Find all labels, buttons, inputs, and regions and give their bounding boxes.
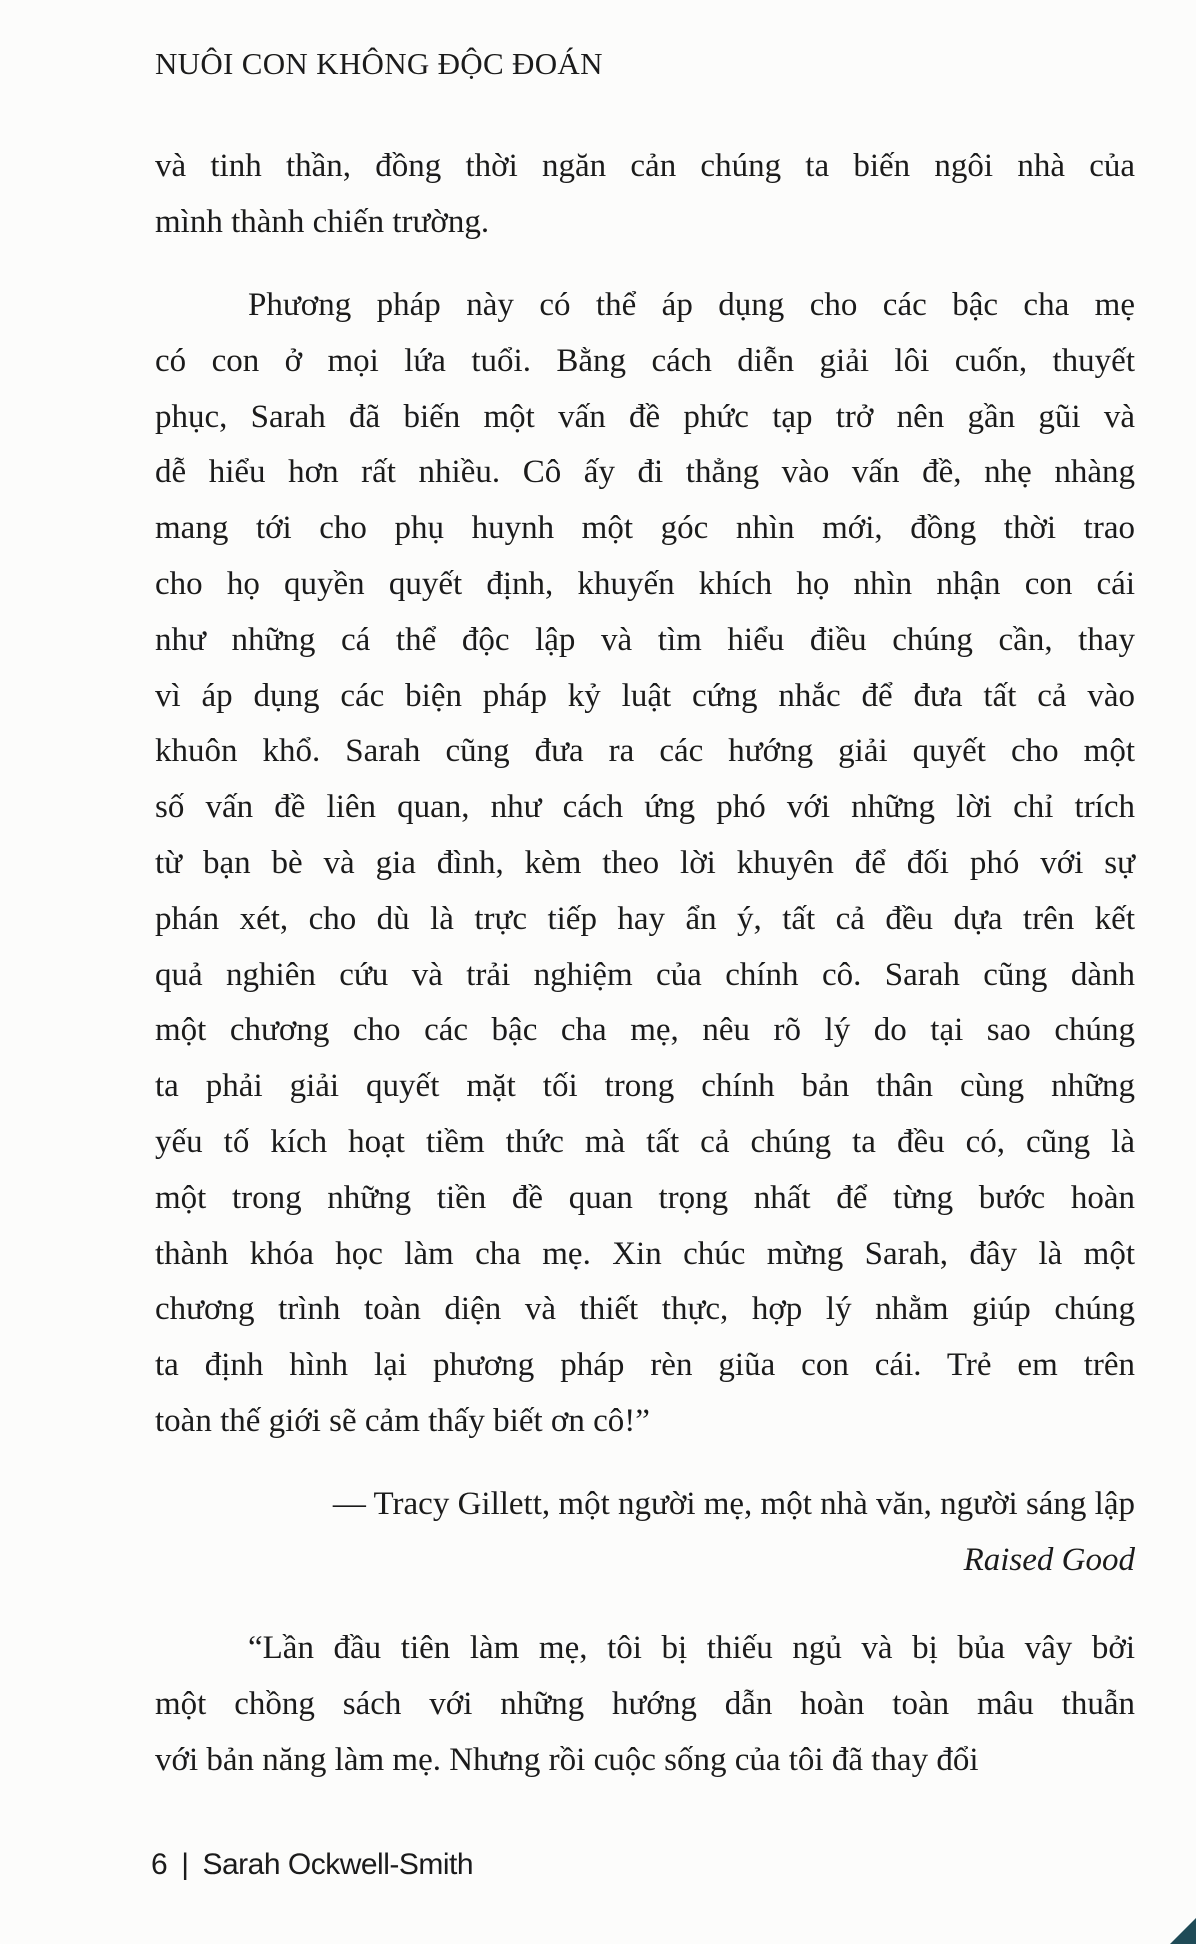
paragraph — [155, 278, 1135, 1450]
running-header: NUÔI CON KHÔNG ĐỘC ĐOÁN — [155, 46, 603, 81]
text-line: khuôn khổ. Sarah cũng đưa ra các hướng giải quyết cho một — [155, 733, 1135, 770]
text-line: phục, Sarah đã biến một vấn đề phức tạp trở nên gần gũi và — [155, 398, 1135, 435]
text-line: “Lần đầu tiên làm mẹ, tôi bị thiếu ngủ và bị bủa vây bởi — [248, 1630, 1135, 1666]
text-line: dễ hiểu hơn rất nhiều. Cô ấy đi thẳng vào vấn đề, nhẹ nhàng — [155, 454, 1135, 491]
text-line: mang tới cho phụ huynh một góc nhìn mới, đồng thời trao — [155, 510, 1135, 547]
footer-author: Sarah Ockwell-Smith — [202, 1848, 474, 1881]
text-line: mình thành chiến trường. — [155, 203, 490, 240]
text-line: một chương cho các bậc cha mẹ, nêu rõ lý do tại sao chúng — [155, 1012, 1135, 1049]
text-line: Phương pháp này có thể áp dụng cho các bậc cha mẹ — [248, 287, 1135, 323]
text-line: một trong những tiền đề quan trọng nhất để từng bước hoàn — [155, 1179, 1135, 1216]
quote-attribution — [155, 1477, 1135, 1589]
text-line: cho họ quyền quyết định, khuyến khích họ nhìn nhận con cái — [155, 565, 1135, 602]
text-line: như những cá thể độc lập và tìm hiểu điều chúng cần, thay — [155, 621, 1135, 658]
text-line: từ bạn bè và gia đình, kèm theo lời khuyên để đối phó với sự — [155, 844, 1135, 881]
text-line: vì áp dụng các biện pháp kỷ luật cứng nhắc để đưa tất cả vào — [155, 677, 1135, 714]
page-number: 6 — [151, 1848, 168, 1881]
attribution-text: — Tracy Gillett, một người mẹ, một nhà văn, người sáng lập — [332, 1486, 1135, 1522]
footer-separator: | — [181, 1848, 189, 1881]
text-line: toàn thế giới sẽ cảm thấy biết ơn cô!” — [155, 1402, 650, 1439]
text-line: một chồng sách với những hướng dẫn hoàn toàn mâu thuẫn — [155, 1685, 1135, 1722]
paragraph — [155, 139, 1135, 251]
text-line: số vấn đề liên quan, như cách ứng phó với những lời chỉ trích — [155, 789, 1135, 826]
text-line: quả nghiên cứu và trải nghiệm của chính cô. Sarah cũng dành — [155, 956, 1135, 993]
text-line: yếu tố kích hoạt tiềm thức mà tất cả chúng ta đều có, cũng là — [155, 1123, 1135, 1160]
text-line: với bản năng làm mẹ. Nhưng rồi cuộc sống của tôi đã thay đổi — [155, 1741, 979, 1778]
text-line: phán xét, cho dù là trực tiếp hay ẩn ý, tất cả đều dựa trên kết — [155, 900, 1135, 937]
text-line: ta phải giải quyết mặt tối trong chính bản thân cùng những — [155, 1068, 1135, 1105]
text-line: thành khóa học làm cha mẹ. Xin chúc mừng Sarah, đây là một — [155, 1235, 1135, 1272]
text-line: chương trình toàn diện và thiết thực, hợp lý nhằm giúp chúng — [155, 1291, 1135, 1328]
text-line: ta định hình lại phương pháp rèn giũa con cái. Trẻ em trên — [155, 1347, 1135, 1384]
text-line: và tinh thần, đồng thời ngăn cản chúng ta biến ngôi nhà của — [155, 148, 1135, 184]
page-corner-mark — [1170, 1918, 1196, 1944]
page-footer — [151, 1848, 473, 1882]
text-line: có con ở mọi lứa tuổi. Bằng cách diễn giải lôi cuốn, thuyết — [155, 342, 1135, 379]
paragraph — [155, 1621, 1135, 1788]
attribution-organization: Raised Good — [963, 1541, 1135, 1578]
